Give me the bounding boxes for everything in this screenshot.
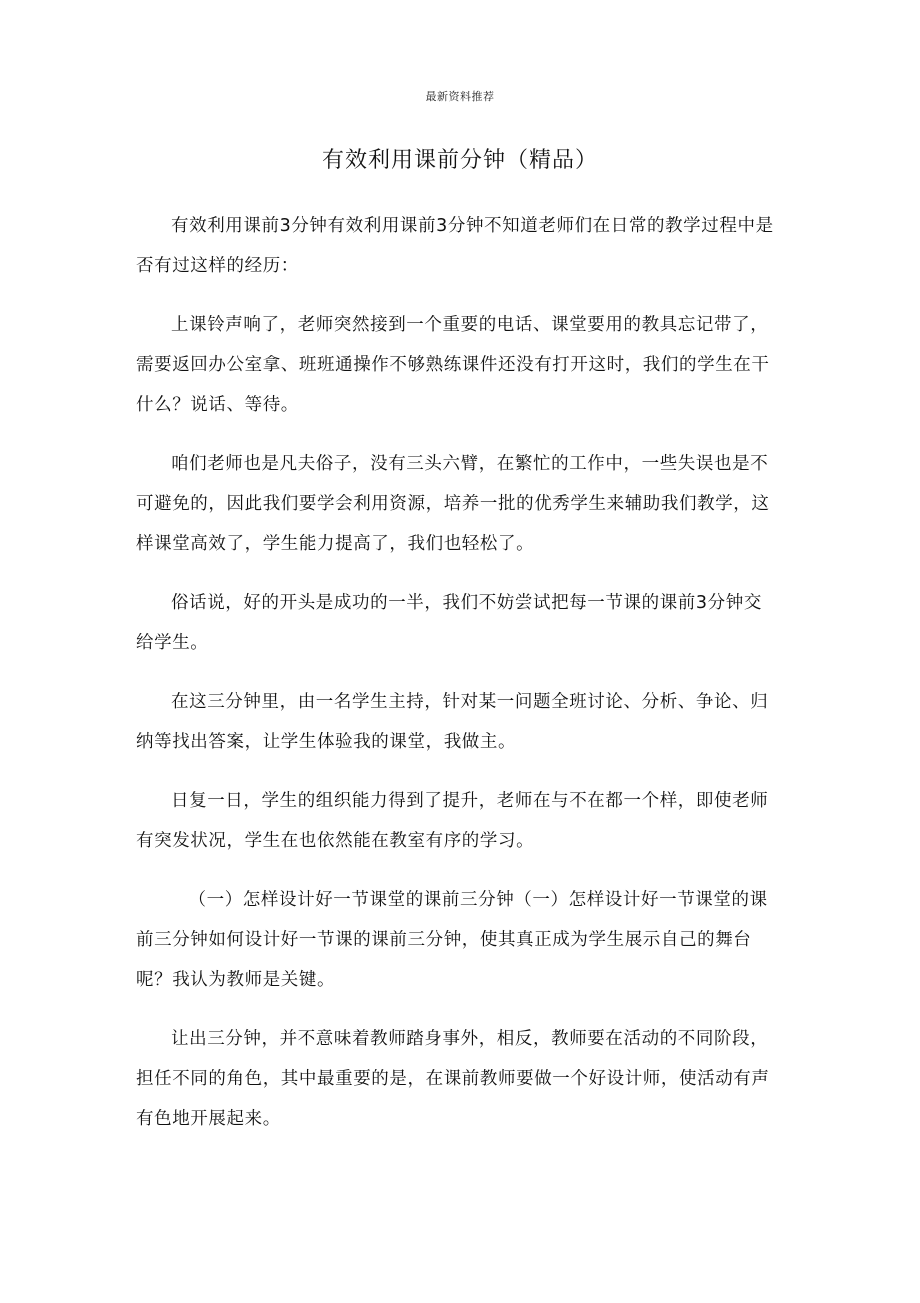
paragraph: 上课铃声响了，老师突然接到一个重要的电话、课堂要用的教具忘记带了，需要返回办公室拿、班班通操作不够熟练课件还没有打开这时，我们的学生在干什么？说话、等待。 [136,315,770,415]
paragraph: 有效利用课前3分钟有效利用课前3分钟不知道老师们在日常的教学过程中是否有过这样的经历： [136,216,774,276]
paragraph: 在这三分钟里，由一名学生主持，针对某一问题全班讨论、分析、争论、归纳等找出答案，让学生体验我的课堂，我做主。 [136,692,769,752]
document-body [136,206,776,1158]
document-title: 有效利用课前分钟（精品） [321,148,598,173]
paragraph-subheading: （一）怎样设计好一节课堂的课前三分钟（一）怎样设计好一节课堂的课前三分钟如何设计好一节课的课前三分钟，使其真正成为学生展示自己的舞台呢？我认为教师是关键。 [136,890,768,990]
paragraph: 让出三分钟，并不意味着教师踏身事外，相反，教师要在活动的不同阶段，担任不同的角色，其中最重要的是，在课前教师要做一个好设计师，使活动有声有色地开展起来。 [136,1029,770,1129]
header-note: 最新资料推荐 [425,90,495,103]
paragraph: 咱们老师也是凡夫俗子，没有三头六臂，在繁忙的工作中，一些失误也是不可避免的，因此我们要学会利用资源，培养一批的优秀学生来辅助我们教学，这样课堂高效了，学生能力提高了，我们也轻松了。 [136,454,770,554]
paragraph: 俗话说，好的开头是成功的一半，我们不妨尝试把每一节课的课前3分钟交给学生。 [136,593,762,653]
paragraph: 日复一日，学生的组织能力得到了提升，老师在与不在都一个样，即使老师有突发状况，学生在也依然能在教室有序的学习。 [136,791,769,851]
